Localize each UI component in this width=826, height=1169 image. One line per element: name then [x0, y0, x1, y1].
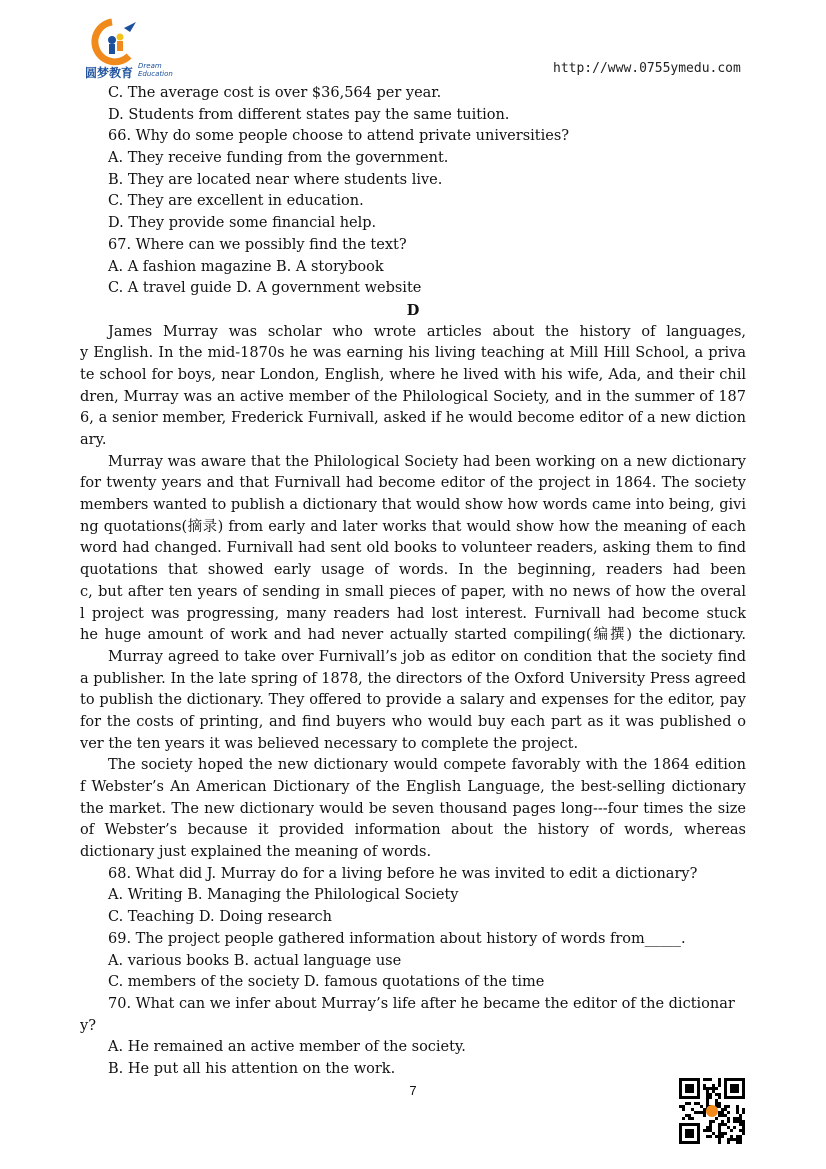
text-line: C. members of the society D. famous quotations of the time — [108, 974, 545, 991]
dream-education-logo — [82, 16, 192, 82]
text-line: C. They are excellent in education. — [108, 193, 364, 210]
text-line: to publish the dictionary. They offered to provide a salary and expenses for the editor, pay — [80, 692, 746, 709]
document-body — [80, 83, 746, 1081]
text-line: te school for boys, near London, English, where he lived with his wife, Ada, and their chil — [80, 366, 746, 383]
text-line: A. They receive funding from the government. — [108, 150, 449, 167]
text-line: B. He put all his attention on the work. — [108, 1060, 396, 1077]
text-line: 66. Why do some people choose to attend private universities? — [108, 128, 570, 145]
text-line: D. They provide some financial help. — [108, 215, 377, 232]
text-line: 6, a senior member, Frederick Furnivall, asked if he would become editor of a new diction — [80, 410, 746, 427]
text-line: ary. — [80, 432, 107, 448]
text-line: the market. The new dictionary would be seven thousand pages long---four times the size — [80, 800, 746, 817]
text-line: for the costs of printing, and find buyers who would buy each part as it was published o — [80, 713, 746, 730]
logo-chinese-text: 圆梦教育 — [85, 66, 134, 80]
text-line: A. Writing B. Managing the Philological Society — [108, 887, 459, 904]
text-line: B. They are located near where students live. — [108, 171, 443, 188]
text-line: The society hoped the new dictionary would compete favorably with the 1864 edition — [108, 757, 746, 774]
text-line: 70. What can we infer about Murray’s life after he became the editor of the dictionar — [108, 995, 735, 1012]
text-line: c, but after ten years of sending in small pieces of paper, with no news of how the overal — [80, 583, 746, 600]
text-line: A. various books B. actual language use — [108, 952, 402, 969]
section-heading: D — [406, 301, 420, 319]
text-line: dictionary just explained the meaning of words. — [80, 844, 432, 861]
text-line: members wanted to publish a dictionary that would show how words came into being, givi — [80, 497, 746, 514]
text-line: A. He remained an active member of the society. — [108, 1039, 466, 1056]
text-line: Murray was aware that the Philological Society had been working on a new dictionary — [108, 453, 746, 470]
text-line: of Webster’s because it provided information about the history of words, whereas — [80, 822, 746, 839]
qr-code-icon — [679, 1078, 745, 1144]
text-line: f Webster’s An American Dictionary of the English Language, the best-selling dictionary — [80, 779, 746, 795]
text-line: quotations that showed early usage of words. In the beginning, readers had been — [80, 562, 746, 579]
text-line: A. A fashion magazine B. A storybook — [108, 258, 384, 275]
text-line: D. Students from different states pay the same tuition. — [108, 106, 510, 123]
text-line: C. A travel guide D. A government website — [108, 280, 422, 297]
text-line: dren, Murray was an active member of the Philological Society, and in the summer of 187 — [80, 388, 746, 405]
text-line: 68. What did J. Murray do for a living before he was invited to edit a dictionary? — [108, 865, 698, 882]
text-line: C. Teaching D. Doing research — [108, 909, 333, 926]
text-line: C. The average cost is over $36,564 per year. — [108, 85, 442, 101]
text-line: y English. In the mid-1870s he was earning his living teaching at Mill Hill School, a priva — [80, 345, 746, 362]
text-line: he huge amount of work and had never actually started compiling(编撰) the dictionary. — [80, 627, 746, 644]
text-line: ver the ten years it was believed necessary to complete the project. — [80, 735, 579, 752]
header-url: http://www.0755ymedu.com — [553, 61, 741, 76]
text-line: l project was progressing, many readers had lost interest. Furnivall had become stuck — [80, 605, 746, 622]
text-line: y? — [80, 1017, 96, 1034]
text-line: word had changed. Furnivall had sent old books to volunteer readers, asking them to find — [80, 540, 746, 557]
text-line: 69. The project people gathered information about history of words from_____. — [108, 930, 686, 947]
text-line: James Murray was scholar who wrote articles about the history of languages, — [108, 323, 746, 340]
logo-english-text: Dream Education — [138, 62, 173, 78]
page-number: 7 — [409, 1083, 417, 1098]
text-line: ng quotations(摘录) from early and later works that would show how the meaning of each — [80, 518, 746, 535]
logo-emblem-icon — [82, 16, 142, 66]
text-line: 67. Where can we possibly find the text? — [108, 236, 407, 253]
text-line: a publisher. In the late spring of 1878, the directors of the Oxford University Press agreed — [80, 670, 746, 687]
text-line: for twenty years and that Furnivall had become editor of the project in 1864. The society — [80, 475, 746, 492]
text-line: Murray agreed to take over Furnivall’s job as editor on condition that the society find — [108, 648, 746, 665]
